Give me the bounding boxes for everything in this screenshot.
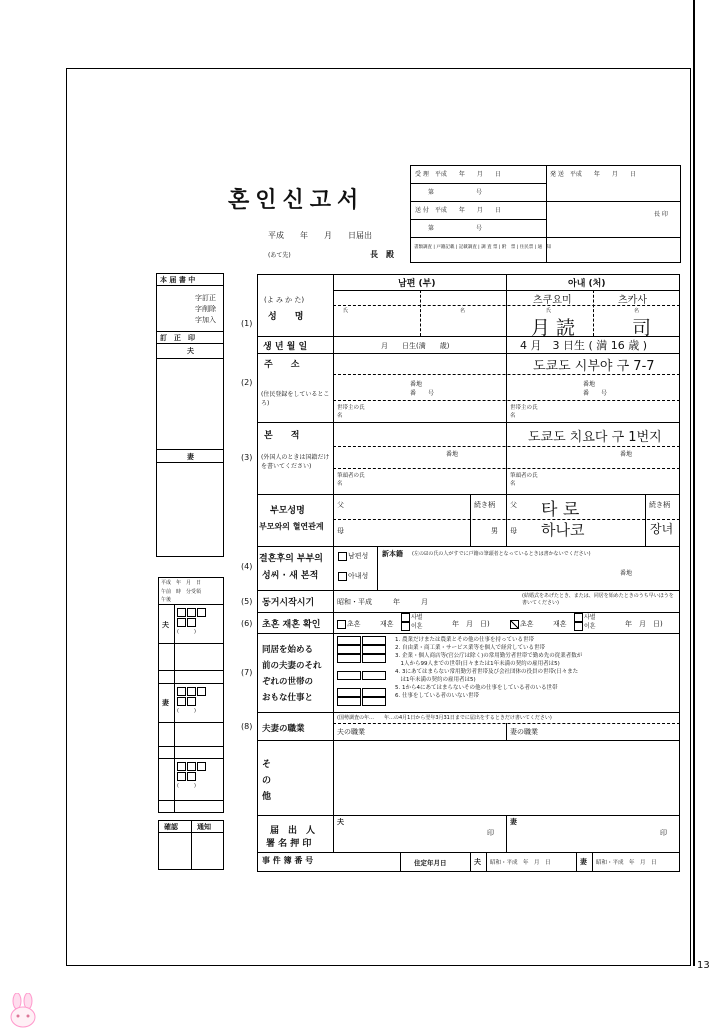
- stats-checks-wife: ( ): [177, 687, 207, 716]
- husband-son: 男: [491, 527, 498, 535]
- wife-seal-label: 妻: [187, 453, 194, 461]
- stats-husband: 夫: [162, 621, 169, 629]
- address-note: (住民登録をしているところ): [261, 391, 330, 407]
- jobs-label-2: 前の夫妻のそれ: [262, 661, 322, 671]
- yomi-label: (よ み か た): [264, 296, 305, 304]
- wife-given: 司: [632, 317, 652, 339]
- stats-date: 平成 年 月 日: [161, 580, 202, 586]
- husband-sign-label: 夫: [337, 818, 344, 826]
- wife-surname: 月 読: [531, 317, 576, 339]
- stamp-husband-label: 夫: [474, 858, 481, 866]
- husband-surname-label: 氏: [343, 308, 349, 314]
- header-husband: 남편 (부): [398, 279, 436, 289]
- addressee-label: (あて先): [268, 252, 291, 259]
- wife-head: 筆頭者の氏名: [510, 473, 538, 487]
- husband-mother-label: 母: [337, 527, 344, 535]
- cohabit-note: (結婚式をあげたとき、または、同居を始めたときのうち早いほうを書いてください): [522, 593, 674, 606]
- wife-mother-label: 母: [510, 527, 517, 535]
- wife-zokugara: 続き柄: [649, 501, 670, 509]
- husband-zokugara: 続き柄: [474, 501, 495, 509]
- row-number-8: (8): [241, 722, 253, 731]
- address-label: 주 소: [264, 360, 300, 370]
- wife-householder: 世帯主の氏名: [510, 405, 538, 419]
- dispatch-date: 発 送 平成 年 月 日: [550, 171, 636, 178]
- confirm-label: 確認: [164, 823, 178, 831]
- page-number: 13: [697, 960, 710, 971]
- birth-label: 생 년 월 일: [263, 342, 308, 352]
- parents-label: 부모성명: [270, 506, 305, 516]
- husband-given-label: 名: [460, 308, 466, 314]
- row-number-3: (3): [241, 453, 253, 462]
- honjuk-wife-banchi: 番地: [620, 451, 633, 458]
- wife-seal: 印: [660, 829, 667, 837]
- husband-birth: 月 日生(満 歳): [381, 342, 450, 350]
- job-items: 1. 農業だけまたは農業とその他の仕事を持っている世帯 2. 自由業・商工業・サービス業等を個人で経営している世帯 3. 企業・個人商店等(官公庁は除く)の常用勤労者世帯で勤め先の従業者数が 1人から99人までの世帯(日々または1年未満の契約の雇用者は5) 4. 3にあてはまらない常用勤労者世帯及び会社団体の役員の世帯(日々また は1年未満の契約の雇用者は5) 5. 1から4にあてはまらないその他の仕事をしている者のいる世帯 6. 仕事をしている者のいない世帯: [395, 637, 583, 699]
- wife-surname-choice[interactable]: 아내성: [338, 571, 368, 581]
- receipt-received-no: 第 号: [428, 189, 483, 196]
- wife-relation: 장녀: [650, 522, 674, 536]
- row-number-2: (2): [241, 378, 253, 387]
- wife-father: 타 로: [541, 500, 580, 520]
- honseki-label: 本 届 書 中: [160, 276, 196, 284]
- husband-seal-label: 夫: [187, 347, 194, 355]
- cohabit-date: 昭和・平成 年 月: [337, 598, 428, 606]
- correction-seal: 訂 正 印: [160, 334, 195, 342]
- occupation-note: (国勢調査の年… 年…の4月1日から翌年3月31日までに届出をするときだけ書いてください): [337, 715, 552, 721]
- right-edge-line: [693, 0, 695, 966]
- wife-given-label: 名: [634, 308, 640, 314]
- wife-ban: 番 号: [583, 390, 608, 397]
- job-checkboxes[interactable]: [337, 636, 387, 706]
- husband-ban: 番 号: [410, 390, 435, 397]
- row-number-4: (4): [241, 562, 253, 571]
- husband-head: 筆頭者の氏名: [337, 473, 365, 487]
- wife-yomi-given: 츠카사: [618, 295, 647, 306]
- husband-remarry-date: 年 月 日): [452, 620, 490, 628]
- chief-seal: 長 印: [654, 211, 668, 218]
- wife-occupation: 妻の職業: [510, 728, 538, 736]
- new-honseki-label: 新本籍: [382, 550, 403, 558]
- stamp-date-label: 住定年月日: [414, 859, 447, 867]
- wife-address: 도쿄도 시부야 구 7-7: [533, 359, 655, 374]
- row-number-5: (5): [241, 597, 253, 606]
- bunny-logo: [6, 993, 40, 1029]
- husband-occupation: 夫の職業: [337, 728, 365, 736]
- other-label: そ の 他: [262, 760, 272, 802]
- wife-banchi: 番地: [583, 381, 596, 388]
- correction-2: 字削除: [195, 305, 216, 313]
- husband-surname-choice[interactable]: 남편성: [338, 551, 368, 561]
- stats-pm: 午後: [161, 597, 172, 603]
- wife-birth: 4 月 3 日生 ( 満 16 歳 ): [520, 339, 648, 352]
- form-title: 혼인신고서: [228, 188, 365, 213]
- row-number-6: (6): [241, 619, 253, 628]
- wife-sign-label: 妻: [510, 818, 517, 826]
- correction-3: 字加入: [195, 316, 216, 324]
- signature-label-2: 署 名 押 印: [266, 839, 312, 849]
- receipt-sent: 送 付 平成 年 月 日: [415, 207, 501, 214]
- receipt-received: 受 理 平成 年 月 日: [415, 171, 501, 178]
- stats-wife: 妻: [162, 699, 169, 707]
- new-honseki-note: (左の☑の氏の人がすでに戸籍の筆頭者となっているときは書かないでください): [412, 551, 591, 557]
- stamp-wife-label: 妻: [580, 858, 587, 866]
- wife-honjuk: 도쿄도 치요다 구 1번지: [528, 430, 662, 445]
- husband-first-marriage[interactable]: 초혼: [337, 619, 361, 629]
- remarry-label: 초혼 재혼 확인: [262, 620, 321, 630]
- case-number-label: 事 件 簿 番 号: [262, 856, 314, 865]
- wife-yomi-surname: 츠쿠요미: [533, 295, 572, 306]
- jobs-label-4: おもな仕事と: [262, 693, 314, 703]
- wife-remarry-date: 年 月 日): [625, 620, 663, 628]
- wife-surname-label: 氏: [546, 308, 552, 314]
- receipt-sent-no: 第 号: [428, 225, 483, 232]
- row-number-7: (7): [241, 668, 253, 677]
- occupation-label: 夫妻の職業: [262, 724, 305, 734]
- cohabit-label: 동거시작시기: [262, 598, 315, 608]
- stats-checks-use: ( ): [177, 762, 207, 791]
- husband-householder: 世帯主の氏名: [337, 405, 365, 419]
- after-name-label-2: 성씨 · 새 본적: [262, 571, 319, 581]
- filing-date: 平成 年 月 日届出: [268, 231, 372, 240]
- wife-first-marriage[interactable]: 초혼: [510, 619, 534, 629]
- chief-label: 長 殿: [370, 250, 394, 259]
- new-honseki-banchi: 番地: [620, 570, 633, 577]
- stamp-husband-date: 昭和・平成 年 月 日: [490, 860, 551, 866]
- stamp-wife-date: 昭和・平成 年 月 日: [596, 860, 657, 866]
- name-label: 성 명: [268, 312, 304, 322]
- parents-relation-label: 부모와의 혈연관계: [259, 522, 324, 531]
- notify-label: 通知: [197, 823, 211, 831]
- husband-death-divorce[interactable]: 사별 이혼: [401, 613, 423, 631]
- stats-time: 午前 時 分受領: [161, 589, 202, 595]
- jobs-label-1: 同居を始める: [262, 645, 314, 655]
- wife-mother: 하나코: [541, 521, 585, 539]
- honjuk-label: 본 적: [264, 431, 300, 441]
- honjuk-husband-banchi: 番地: [446, 451, 459, 458]
- wife-father-label: 父: [510, 501, 517, 509]
- signature-label: 届 出 人: [270, 826, 316, 836]
- husband-seal: 印: [487, 829, 494, 837]
- header-wife: 아내 (처): [568, 279, 606, 289]
- receipt-columns: 書類調査 | 戸籍記載 | 記載調査 | 調 査 票 | 附 票 | 住民票 | 通 知: [414, 245, 552, 250]
- husband-father-label: 父: [337, 501, 344, 509]
- honjuk-note: (外国人のときは国籍だけを書いてください): [261, 454, 330, 470]
- jobs-label-3: ぞれの世帯の: [262, 677, 314, 687]
- husband-banchi: 番地: [410, 381, 423, 388]
- row-number-1: (1): [241, 319, 253, 328]
- husband-remarriage: 재혼: [380, 620, 394, 628]
- correction-1: 字訂正: [195, 294, 216, 302]
- wife-remarriage: 재혼: [553, 620, 567, 628]
- stats-checks-husband: ( ): [177, 608, 207, 637]
- wife-death-divorce[interactable]: 사별 이혼: [574, 613, 596, 631]
- after-name-label: 결혼후의 부부의: [259, 554, 323, 564]
